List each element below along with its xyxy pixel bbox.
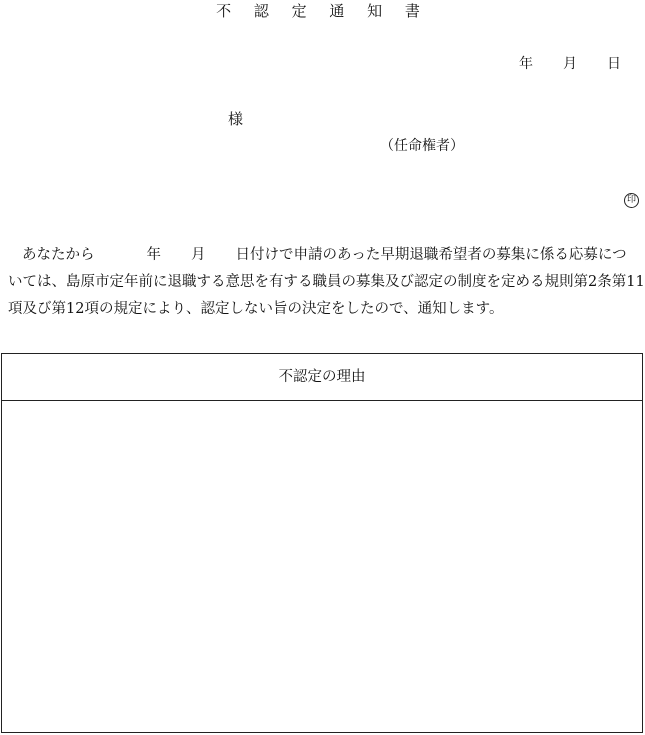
reason-content-area[interactable] <box>2 401 642 731</box>
body-line-2: いては、島原市定年前に退職する意思を有する職員の募集及び認定の制度を定める規則第2条第11 <box>8 274 645 290</box>
body-line-1-rest: 日付けで申請のあった早期退職希望者の募集に係る応募につ <box>235 247 627 263</box>
addressee: 様 <box>228 110 244 128</box>
reason-header: 不認定の理由 <box>2 354 642 401</box>
date-month: 月 <box>563 56 577 72</box>
document-title: 不 認 定 通 知 書 <box>216 2 429 20</box>
date-line <box>519 53 621 73</box>
body-line-1 <box>8 242 638 269</box>
body-line-3: 項及び第12項の規定により、認定しない旨の決定をしたので、通知します。 <box>8 301 504 317</box>
date-day: 日 <box>607 56 621 72</box>
date-year: 年 <box>519 56 533 72</box>
body-line-1-year: 年 <box>146 247 161 263</box>
reason-table <box>1 353 643 733</box>
body-line-1-start: あなたから <box>22 247 95 263</box>
appointing-authority: （任命権者） <box>380 138 464 154</box>
seal-mark: 印 <box>624 193 639 208</box>
body-line-1-month: 月 <box>191 247 206 263</box>
